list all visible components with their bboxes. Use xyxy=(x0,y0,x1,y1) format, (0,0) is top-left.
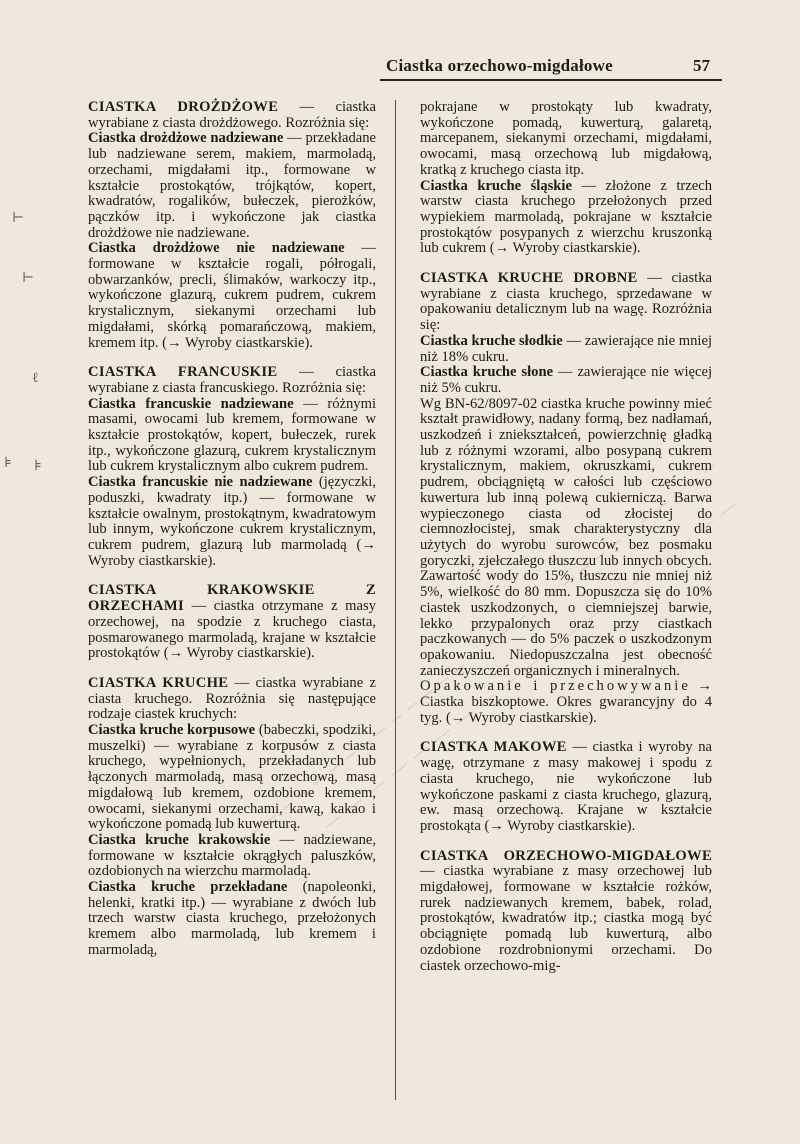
subentry-text: (babeczki, spodziki, muszelki) — wyrabiane z korpusów z ciasta kruchego, wypełnionych, przekładanych lub łączonych marmoladą, masą orzechową, masą migdałową lub kremem, ozdobione kremem, owocami, siekanymi orzechami, kawą, kakao i wykończone pomadą lub kuwerturą. xyxy=(88,722,376,833)
entry-text: — ciastka wyrabiane z masy orzechowej lub migdałowej, formowane w kształcie rożków, rurek nadziewanych kremem, babek, rolad, prostokątów, kwadratów itp.; ciastka mogą być obciągnięte pomadą lub kuwerturą, albo ozdobione rozdrobnionymi orzechami. Do ciastek orzechowo-mig- xyxy=(420,863,712,974)
subentry xyxy=(88,723,376,833)
page-number: 57 xyxy=(693,56,710,75)
subentry-text: — zawierające nie więcej niż 5% cukru. xyxy=(420,364,712,396)
right-column xyxy=(420,100,712,974)
subentry-text: — zawierające nie mniej niż 18% cukru. xyxy=(420,332,712,365)
spaced-heading: Opakowanie i przechowywanie xyxy=(420,678,691,695)
norm-text: Wg BN-62/8097-02 ciastka kruche powinny mieć kształt prawidłowy, nadany formą, bez nadłamań, uszkodzeń i zniekształceń, powierzchnię gładką lub z różnymi wzorami, albo posypaną cukrem krystalicznym, makiem, okruszkami, cukrem pudrem, obciągniętą w całości lub częściowo kuwertura lub inną polewą cukierniczą. Barwa wypieczonego ciasta od złocistej do ciemnozłocistej, smak charakterystyczny dla użytych do wyrobu surowców, bez posmaku goryczki, zjełczałego tłuszczu lub innych obcych. Zawartość wody do 15%, tłuszczu nie mniej niż 5%, wielkość do 80 mm. Dopuszcza się do 10% ciastek uszkodzonych, o ciemniejszej barwie, lekko przypalonych oraz przy ciastkach paczkowanych — do 5% paczek o uszkodzonym opakowaniu. Niedopuszczalna jest obecność zanieczyszczeń organicznych i mineralnych. xyxy=(420,395,712,679)
margin-mark: ⊢ xyxy=(22,270,35,286)
entry-text: — ciastka wyrabiane z ciasta kruchego, sprzedawane w opakowaniu detalicznym lub na wagę. Rozróżnia się: xyxy=(420,270,712,334)
subentry-headword: Ciastka kruche korpusowe xyxy=(88,722,256,739)
margin-marks xyxy=(0,0,60,1144)
subentry-headword: Ciastka drożdżowe nie nadziewane xyxy=(88,240,345,257)
entry-makowe xyxy=(420,740,712,834)
subentry xyxy=(88,241,376,351)
entry-headword: CIASTKA DROŻDŻOWE xyxy=(88,99,279,115)
subentry xyxy=(88,880,376,959)
margin-mark: ⊧ xyxy=(34,458,42,474)
continued-text: pokrajane w prostokąty lub kwadraty, wykończone pomadą, kuwerturą, galaretą, marcepanem, siekanymi orzechami, migdałami, owocami, masą orzechową lub migdałową, kratką z kruchego ciasta itp. xyxy=(420,99,712,178)
header-rule xyxy=(380,79,722,81)
entry-text: — ciastka wyrabiane z ciasta kruchego. Rozróżnia się następujące rodzaje ciastek kruchych: xyxy=(88,674,376,723)
subentry-headword: Ciastka francuskie nie nadziewane xyxy=(88,474,313,491)
entry-headword: CIASTKA MAKOWE xyxy=(420,739,567,756)
subentry-headword: Ciastka kruche przekładane xyxy=(88,879,288,896)
subentry-text: (napoleonki, helenki, kratki itp.) — wyrabiane z dwóch lub trzech warstw ciasta kruchego, przełożonych kremem albo marmoladą, lub kremem i marmoladą, xyxy=(88,879,376,958)
subentry-text: — różnymi masami, owocami lub kremem, formowane w kształcie prostokątów, kopert, bułeczek, rurek itp., wykończone glazurą, cukrem krystalicznym lub cukrem krystalicznym albo cukrem pudrem. xyxy=(88,395,376,475)
subentry-headword: Ciastka kruche krakowskie xyxy=(88,831,271,848)
subentry xyxy=(88,475,376,569)
entry-drozdzowe xyxy=(88,100,376,131)
subentry-headword: Ciastka kruche słone xyxy=(420,364,554,381)
entry-text: — ciastka wyrabiane z ciasta francuskiego. Rozróżnia się: xyxy=(88,364,376,396)
subentry-text: — formowane w kształcie rogali, półrogali, obwarzanków, precli, ślimaków, warkoczy itp., wykończone glazurą, cukrem pudrem, cukrem krystalicznym, siekanymi orzechami lub migdałami, skórką pomarańczową, makiem, kremem itp. (→ Wyroby ciastkarskie). xyxy=(88,240,376,351)
margin-mark: ⊢ xyxy=(12,210,25,226)
entry-text: — ciastka wyrabiane z ciasta drożdżowego. Rozróżnia się: xyxy=(88,99,376,131)
subentry xyxy=(88,833,376,880)
entry-headword: CIASTKA ORZECHOWO-MIGDAŁOWE xyxy=(420,847,712,864)
subentry-headword: Ciastka kruche śląskie xyxy=(420,177,572,194)
running-head xyxy=(376,56,716,78)
entry-headword: CIASTKA KRUCHE xyxy=(88,674,229,691)
subentry-headword: Ciastka francuskie nadziewane xyxy=(88,395,294,412)
subentry-text: → Ciastka biszkoptowe. Okres gwarancyjny do 4 tyg. (→ Wyroby ciastkarskie). xyxy=(420,678,712,726)
subentry-text: (języczki, poduszki, kwadraty itp.) — formowane w kształcie owalnym, prostokątnym, kwadratowym lub innym, wykończone cukrem krystalicznym, cukrem pudrem, glazurą lub marmoladą (→ Wyroby ciastkarskie). xyxy=(88,474,376,569)
entry-kruche-drobne xyxy=(420,271,712,334)
subentry xyxy=(420,179,712,258)
subentry-headword: Ciastka drożdżowe nadziewane xyxy=(88,130,284,147)
entry-headword: CIASTKA KRUCHE DROBNE xyxy=(420,270,638,287)
running-head-title: Ciastka orzechowo-migdałowe xyxy=(386,56,613,75)
subentry-text: — złożone z trzech warstw ciasta kruchego przełożonych przed wypiekiem marmoladą, pokrajane w kształcie prostokątów posypanych z wierzchu kruszonką lub cukrem (→ Wyroby ciastkarskie). xyxy=(420,177,713,257)
subentry-text: — przekładane lub nadziewane serem, makiem, marmoladą, orzechami, migdałami itp., formowane w kształcie prostokątów, trójkątów, kopert, kwadratów, rogalików, bułeczek, pierożków, pączków itp. i wykończone jak ciastka drożdżowe nie nadziewane. xyxy=(88,130,376,241)
entry-headword: CIASTKA KRAKOWSKIE Z ORZECHAMI xyxy=(88,582,376,615)
column-divider xyxy=(395,100,396,1100)
subentry xyxy=(420,679,712,726)
entry-orzechowo-migdalowe xyxy=(420,849,712,975)
entry-francuskie xyxy=(88,365,376,396)
left-column xyxy=(88,100,376,959)
entry-krakowskie xyxy=(88,583,376,662)
entry-text: — ciastka otrzymane z masy orzechowej, na spodzie z kruchego ciasta, posmarowanego marmoladą, krajane w kształcie prostokątów (→ Wyroby ciastkarskie). xyxy=(88,598,376,662)
subentry xyxy=(420,365,712,396)
margin-mark: ⊧ xyxy=(4,455,12,471)
subentry xyxy=(88,131,376,241)
margin-mark: ℓ xyxy=(32,370,39,386)
subentry xyxy=(88,397,376,476)
entry-kruche xyxy=(88,676,376,723)
subentry xyxy=(420,334,712,365)
entry-headword: CIASTKA FRANCUSKIE xyxy=(88,364,278,381)
entry-text: — ciastka i wyroby na wagę, otrzymane z masy makowej i spodu z ciasta kruchego, nie wykończone lub wykończone paskami z ciasta kruchego, glazurą, ew. masą orzechową. Krajane w kształcie prostokąta (→ Wyroby ciastkarskie). xyxy=(420,739,712,834)
subentry-text: — nadziewane, formowane w kształcie okrągłych paluszków, ozdobionych na wierzchu marmoladą. xyxy=(88,831,376,880)
subentry-headword: Ciastka kruche słodkie xyxy=(420,332,563,349)
